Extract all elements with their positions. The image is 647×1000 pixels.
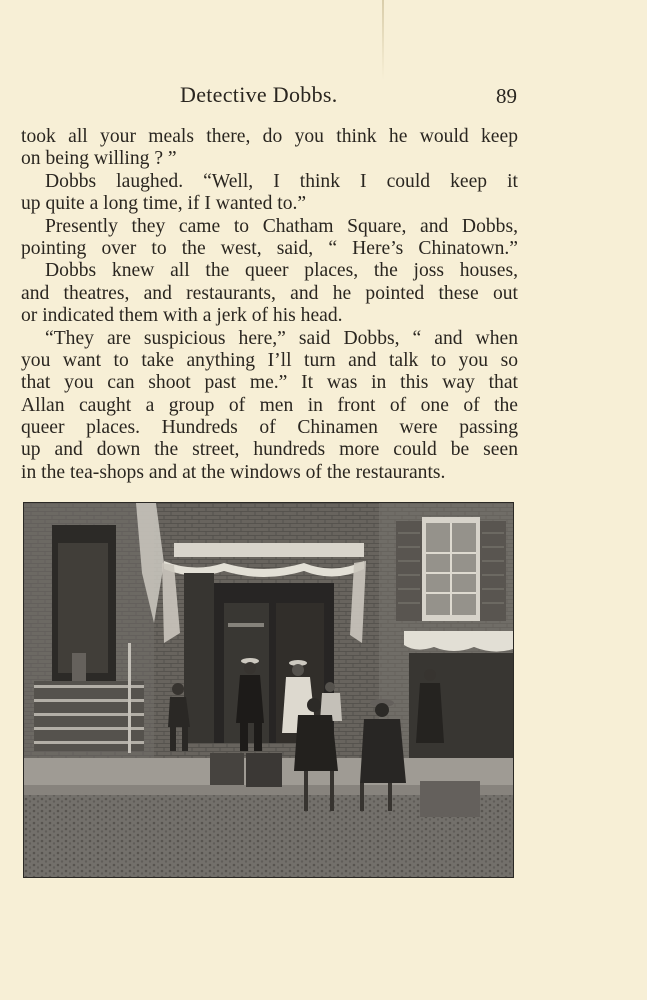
text-line: Dobbs knew all the queer places, the joss houses, [45, 260, 518, 282]
text-line: up and down the street, hundreds more could be seen [21, 439, 518, 461]
halftone-photograph [23, 502, 514, 878]
text-line: you want to take anything I’ll turn and talk to you so [21, 349, 518, 371]
text-line: in the tea-shops and at the windows of the restaurants. [21, 461, 446, 483]
text-line: “They are suspicious here,” said Dobbs, “ and when [45, 327, 518, 349]
street-scene-illustration [24, 503, 513, 877]
body-text [21, 126, 518, 484]
page-number: 89 [496, 84, 517, 108]
text-line: on being willing ? ” [21, 148, 177, 170]
text-line: Presently they came to Chatham Square, and Dobbs, [45, 215, 518, 237]
text-line: took all your meals there, do you think he would keep [21, 126, 518, 147]
text-line: Dobbs laughed. “Well, I think I could keep it [45, 170, 518, 192]
running-head [0, 82, 647, 110]
running-title: Detective Dobbs. [180, 82, 338, 107]
text-line: pointing over to the west, said, “ Here’s Chinatown.” [21, 237, 518, 259]
text-line: Allan caught a group of men in front of one of the [21, 394, 518, 416]
text-line: or indicated them with a jerk of his head. [21, 305, 343, 327]
text-line: queer places. Hundreds of Chinamen were passing [21, 417, 518, 439]
text-line: up quite a long time, if I wanted to.” [21, 193, 307, 215]
page-crease [382, 0, 384, 80]
text-line: that you can shoot past me.” It was in this way that [21, 372, 518, 394]
text-line: and theatres, and restaurants, and he pointed these out [21, 282, 518, 304]
